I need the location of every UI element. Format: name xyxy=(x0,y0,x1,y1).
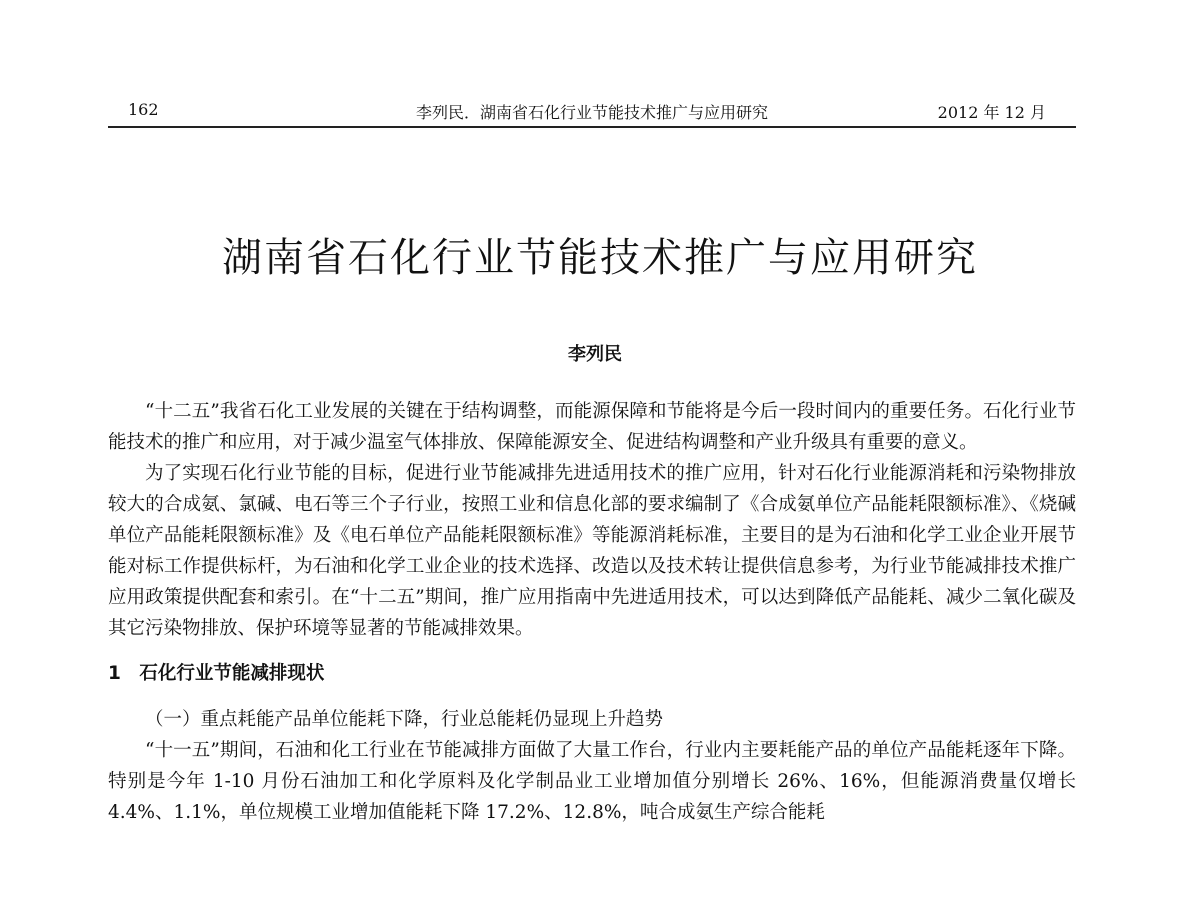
purpose-paragraph: 为了实现石化行业节能的目标，促进行业节能减排先进适用技术的推广应用，针对石化行业能源消耗和污染物排放较大的合成氨、氯碱、电石等三个子行业，按照工业和信息化部的要求编制了《合成氨单位产品能耗限额标准》、《烧碱单位产品能耗限额标准》及《电石单位产品能耗限额标准》等能源消耗标准，主要目的是为石油和化学工业企业开展节能对标工作提供标杆，为石油和化学工业企业的技术选择、改造以及技术转让提供信息参考，为行业节能减排技术推广应用政策提供配套和索引。在“十二五”期间，推广应用指南中先进适用技术，可以达到降低产品能耗、减少二氧化碳及其它污染物排放、保护环境等显著的节能减排效果。 xyxy=(108,463,1076,639)
section-paragraph: “十一五”期间，石油和化工行业在节能减排方面做了大量工作台，行业内主要耗能产品的单位产品能耗逐年下降。特别是今年 1-10 月份石油加工和化学原料及化学制品业工业增加值分别增长 26%、16%，但能源消费量仅增长 4.4%、1.1%，单位规模工业增加值能耗下降 17.2%、12.8%，吨合成氨生产综合能耗 xyxy=(108,740,1076,823)
issue-date: 2012 年 12 月 xyxy=(937,103,1046,122)
page-header xyxy=(108,96,1076,128)
section-heading: 1 石化行业节能减排现状 xyxy=(108,663,325,684)
article-author: 李列民 xyxy=(568,344,622,365)
subsection-heading: （一）重点耗能产品单位能耗下降，行业总能耗仍显现上升趋势 xyxy=(145,709,664,730)
intro-paragraph: “十二五”我省石化工业发展的关键在于结构调整，而能源保障和节能将是今后一段时间内的重要任务。石化行业节能技术的推广和应用，对于减少温室气体排放、保障能源安全、促进结构调整和产业升级具有重要的意义。 xyxy=(108,401,1076,453)
article-body xyxy=(108,396,1076,828)
article-title: 湖南省石化行业节能技术推广与应用研究 xyxy=(222,235,978,281)
running-title: 李列民．湖南省石化行业节能技术推广与应用研究 xyxy=(415,103,768,122)
page-number: 162 xyxy=(128,100,159,119)
